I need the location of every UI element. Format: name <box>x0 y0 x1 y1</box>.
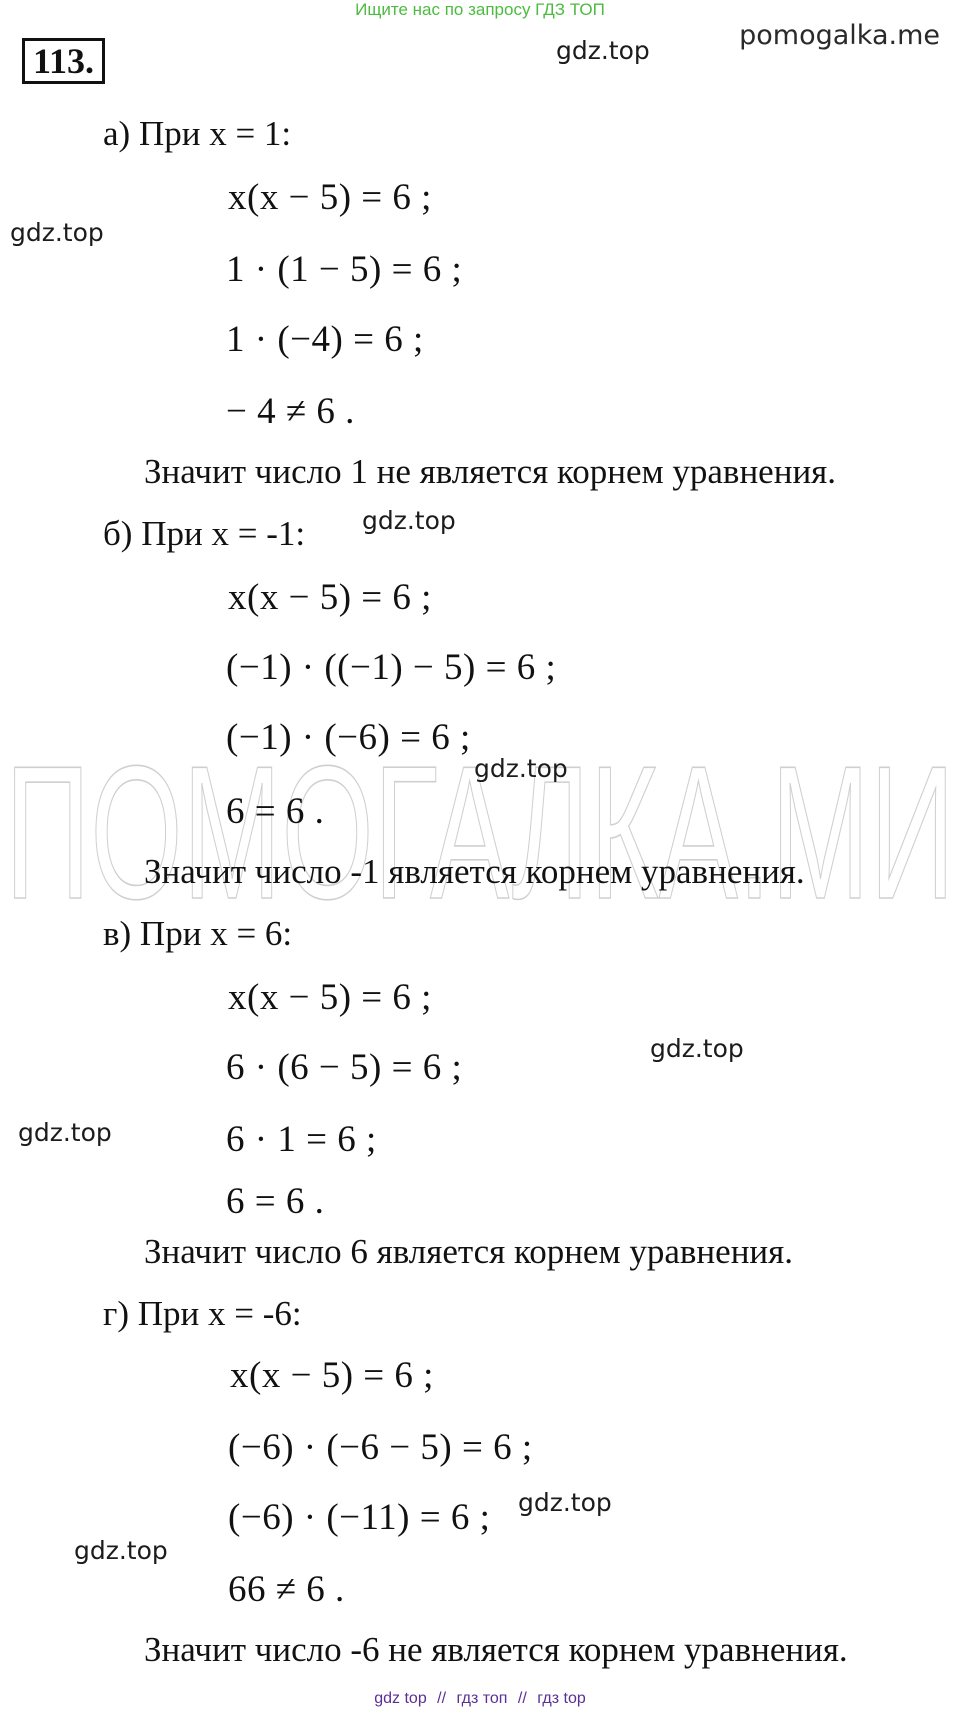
section-b-heading: б) При x = -1: <box>103 514 306 553</box>
gdz-watermark: gdz.top <box>518 1488 612 1517</box>
footer-links <box>0 1690 960 1708</box>
equation-line: x(x − 5) = 6 ; <box>228 577 432 618</box>
gdz-watermark: gdz.top <box>10 218 104 247</box>
section-d-conclusion: Значит число -6 не является корнем уравнения. <box>144 1630 848 1669</box>
footer-link[interactable]: гдз топ <box>456 1690 508 1707</box>
equation-line: x(x − 5) = 6 ; <box>230 1355 434 1396</box>
section-d-heading: г) При x = -6: <box>103 1294 302 1333</box>
background-watermark-text: ПОМОГАЛКА.МИ <box>5 748 955 918</box>
site-logo[interactable]: pomogalka.me <box>739 20 940 51</box>
gdz-watermark: gdz.top <box>18 1118 112 1147</box>
section-b-conclusion: Значит число -1 является корнем уравнения. <box>144 852 805 891</box>
top-banner: Ищите нас по запросу ГДЗ ТОП <box>355 0 605 19</box>
equation-line: (−6) · (−6 − 5) = 6 ; <box>228 1427 533 1468</box>
footer-link[interactable]: gdz top <box>374 1690 427 1707</box>
section-c-conclusion: Значит число 6 является корнем уравнения. <box>144 1232 794 1271</box>
footer-separator: // <box>517 1690 527 1707</box>
gdz-watermark: gdz.top <box>362 506 456 535</box>
equation-line: x(x − 5) = 6 ; <box>228 977 432 1018</box>
footer-link[interactable]: гдз top <box>537 1690 586 1707</box>
footer-separator: // <box>437 1690 447 1707</box>
equation-line: 6 · 1 = 6 ; <box>226 1119 377 1160</box>
gdz-watermark: gdz.top <box>650 1034 744 1063</box>
gdz-watermark: gdz.top <box>474 754 568 783</box>
equation-line: 6 = 6 . <box>226 1181 325 1222</box>
equation-line: (−1) · (−6) = 6 ; <box>226 717 471 758</box>
problem-number: 113. <box>22 38 105 84</box>
equation-line: (−1) · ((−1) − 5) = 6 ; <box>226 647 557 688</box>
equation-line: 6 · (6 − 5) = 6 ; <box>226 1047 463 1088</box>
equation-line: x(x − 5) = 6 ; <box>228 177 432 218</box>
gdz-watermark: gdz.top <box>556 36 650 65</box>
equation-line: 1 · (1 − 5) = 6 ; <box>226 249 463 290</box>
equation-line: 1 · (−4) = 6 ; <box>226 319 424 360</box>
section-a-conclusion: Значит число 1 не является корнем уравнения. <box>144 452 837 491</box>
equation-line: − 4 ≠ 6 . <box>226 391 355 432</box>
section-a-heading: а) При x = 1: <box>103 114 292 153</box>
gdz-watermark: gdz.top <box>74 1536 168 1565</box>
equation-line: 66 ≠ 6 . <box>228 1569 345 1610</box>
section-c-heading: в) При x = 6: <box>103 914 293 953</box>
equation-line: 6 = 6 . <box>226 791 325 832</box>
equation-line: (−6) · (−11) = 6 ; <box>228 1497 491 1538</box>
